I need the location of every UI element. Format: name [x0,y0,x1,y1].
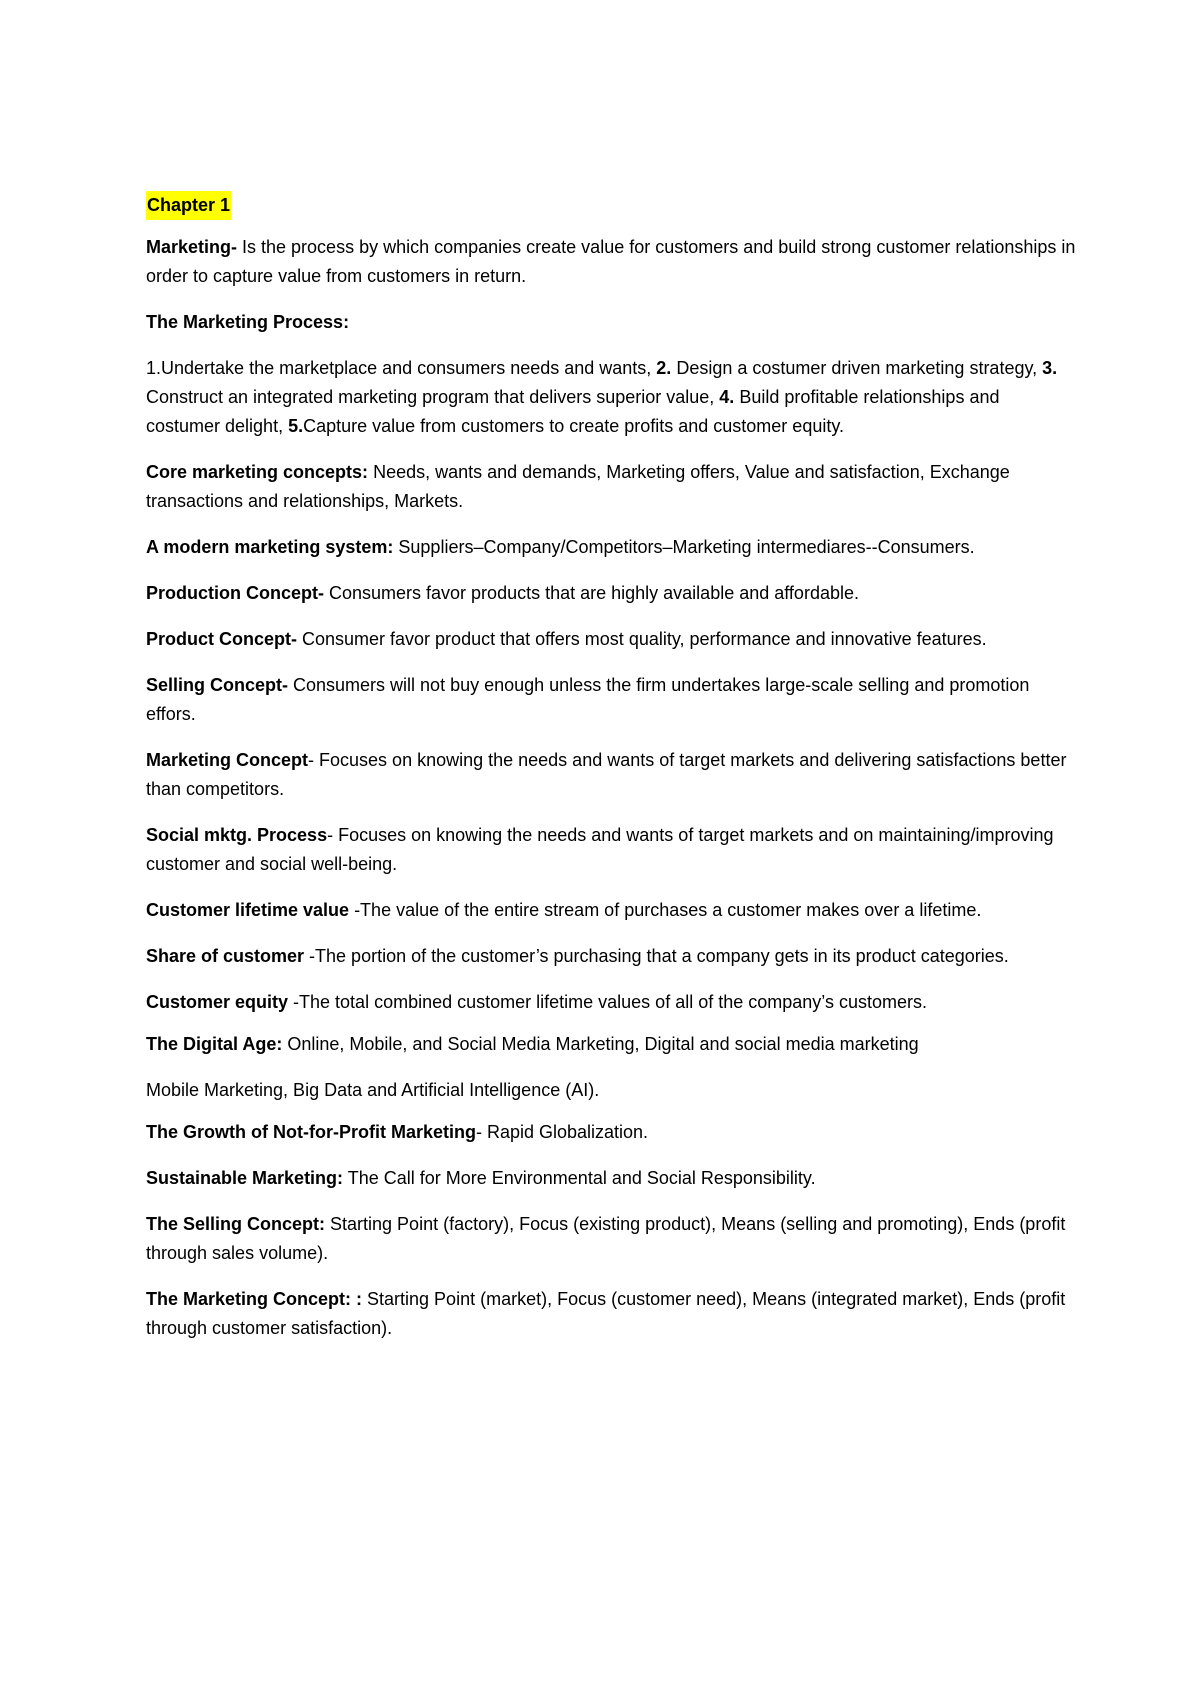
digital-age-line-2 [146,1076,1076,1105]
marketing-concept-term: Marketing Concept [146,750,309,770]
selling-concept-term: Selling Concept- [146,675,289,695]
selling-concept-text: Consumers will not buy enough unless the firm undertakes large-scale selling and promotion effors. [146,675,1030,724]
modern-system-text: Suppliers–Company/Competitors–Marketing intermediares--Consumers. [393,537,975,557]
digital-age-definition [146,1030,1076,1059]
marketing-process-heading-para [146,308,1076,337]
marketing-concept-2-definition [146,1285,1076,1343]
sustainable-definition [146,1164,1076,1193]
chapter-heading-para [146,191,1076,220]
marketing-concept-2-term: The Marketing Concept: : [146,1289,363,1309]
digital-age-text-2: Mobile Marketing, Big Data and Artificial Intelligence (AI). [146,1080,600,1100]
step-1-text: Undertake the marketplace and consumers needs and wants, [161,358,657,378]
customer-equity-term: Customer equity [146,992,289,1012]
marketing-concept-definition [146,746,1076,804]
marketing-process-steps [146,354,1076,441]
step-2-text: Design a costumer driven marketing strategy, [671,358,1043,378]
marketing-concept-text: - Focuses on knowing the needs and wants of target markets and delivering satisfactions better than competitors. [146,750,1067,799]
selling-concept-definition [146,671,1076,729]
marketing-definition [146,233,1076,291]
not-for-profit-definition [146,1118,1076,1147]
digital-age-term: The Digital Age: [146,1034,283,1054]
marketing-process-heading: The Marketing Process: [146,312,350,332]
digital-age-text: Online, Mobile, and Social Media Marketing, Digital and social media marketing [282,1034,919,1054]
share-of-customer-definition [146,942,1076,971]
product-concept-definition [146,625,1076,654]
step-1-number: 1. [146,358,162,378]
chapter-heading: Chapter 1 [146,191,231,220]
core-concepts-definition [146,458,1076,516]
share-of-customer-text: -The portion of the customer’s purchasing that a company gets in its product categories. [304,946,1009,966]
step-4-number: 4. [719,387,735,407]
sustainable-text: The Call for More Environmental and Social Responsibility. [343,1168,816,1188]
lifetime-value-text: -The value of the entire stream of purchases a customer makes over a lifetime. [349,900,982,920]
lifetime-value-definition [146,896,1076,925]
marketing-term: Marketing- [146,237,238,257]
selling-concept-2-term: The Selling Concept: [146,1214,326,1234]
core-concepts-term: Core marketing concepts: [146,462,369,482]
production-concept-definition [146,579,1076,608]
modern-system-definition [146,533,1076,562]
production-concept-term: Production Concept- [146,583,324,603]
customer-equity-text: -The total combined customer lifetime values of all of the company’s customers. [288,992,927,1012]
step-3-number: 3. [1042,358,1058,378]
marketing-text: Is the process by which companies create value for customers and build strong customer relationships in order to capture value from customers in return. [146,237,1076,286]
lifetime-value-term: Customer lifetime value [146,900,350,920]
customer-equity-definition [146,988,1076,1017]
social-process-text: - Focuses on knowing the needs and wants of target markets and on maintaining/improving customer and social well-being. [146,825,1054,874]
product-concept-text: Consumer favor product that offers most quality, performance and innovative features. [297,629,987,649]
selling-concept-2-text: Starting Point (factory), Focus (existing product), Means (selling and promoting), Ends (profit through sales volume). [146,1214,1066,1263]
step-4-text: Build profitable relationships and costumer delight, [146,387,1000,436]
marketing-concept-2-text: Starting Point (market), Focus (customer need), Means (integrated market), Ends (profit through customer satisfaction). [146,1289,1066,1338]
social-process-definition [146,821,1076,879]
modern-system-term: A modern marketing system: [146,537,394,557]
share-of-customer-term: Share of customer [146,946,305,966]
step-3-text: Construct an integrated marketing program that delivers superior value, [146,387,720,407]
selling-concept-2-definition [146,1210,1076,1268]
step-2-number: 2. [656,358,672,378]
core-concepts-text: Needs, wants and demands, Marketing offers, Value and satisfaction, Exchange transactions and relationships, Markets. [146,462,1010,511]
sustainable-term: Sustainable Marketing: [146,1168,344,1188]
product-concept-term: Product Concept- [146,629,297,649]
step-5-text: Capture value from customers to create profits and customer equity. [303,416,844,436]
production-concept-text: Consumers favor products that are highly available and affordable. [324,583,859,603]
step-5-number: 5. [288,416,304,436]
not-for-profit-term: The Growth of Not-for-Profit Marketing [146,1122,476,1142]
document-body [146,191,1076,1360]
social-process-term: Social mktg. Process [146,825,328,845]
not-for-profit-text: - Rapid Globalization. [475,1122,649,1142]
